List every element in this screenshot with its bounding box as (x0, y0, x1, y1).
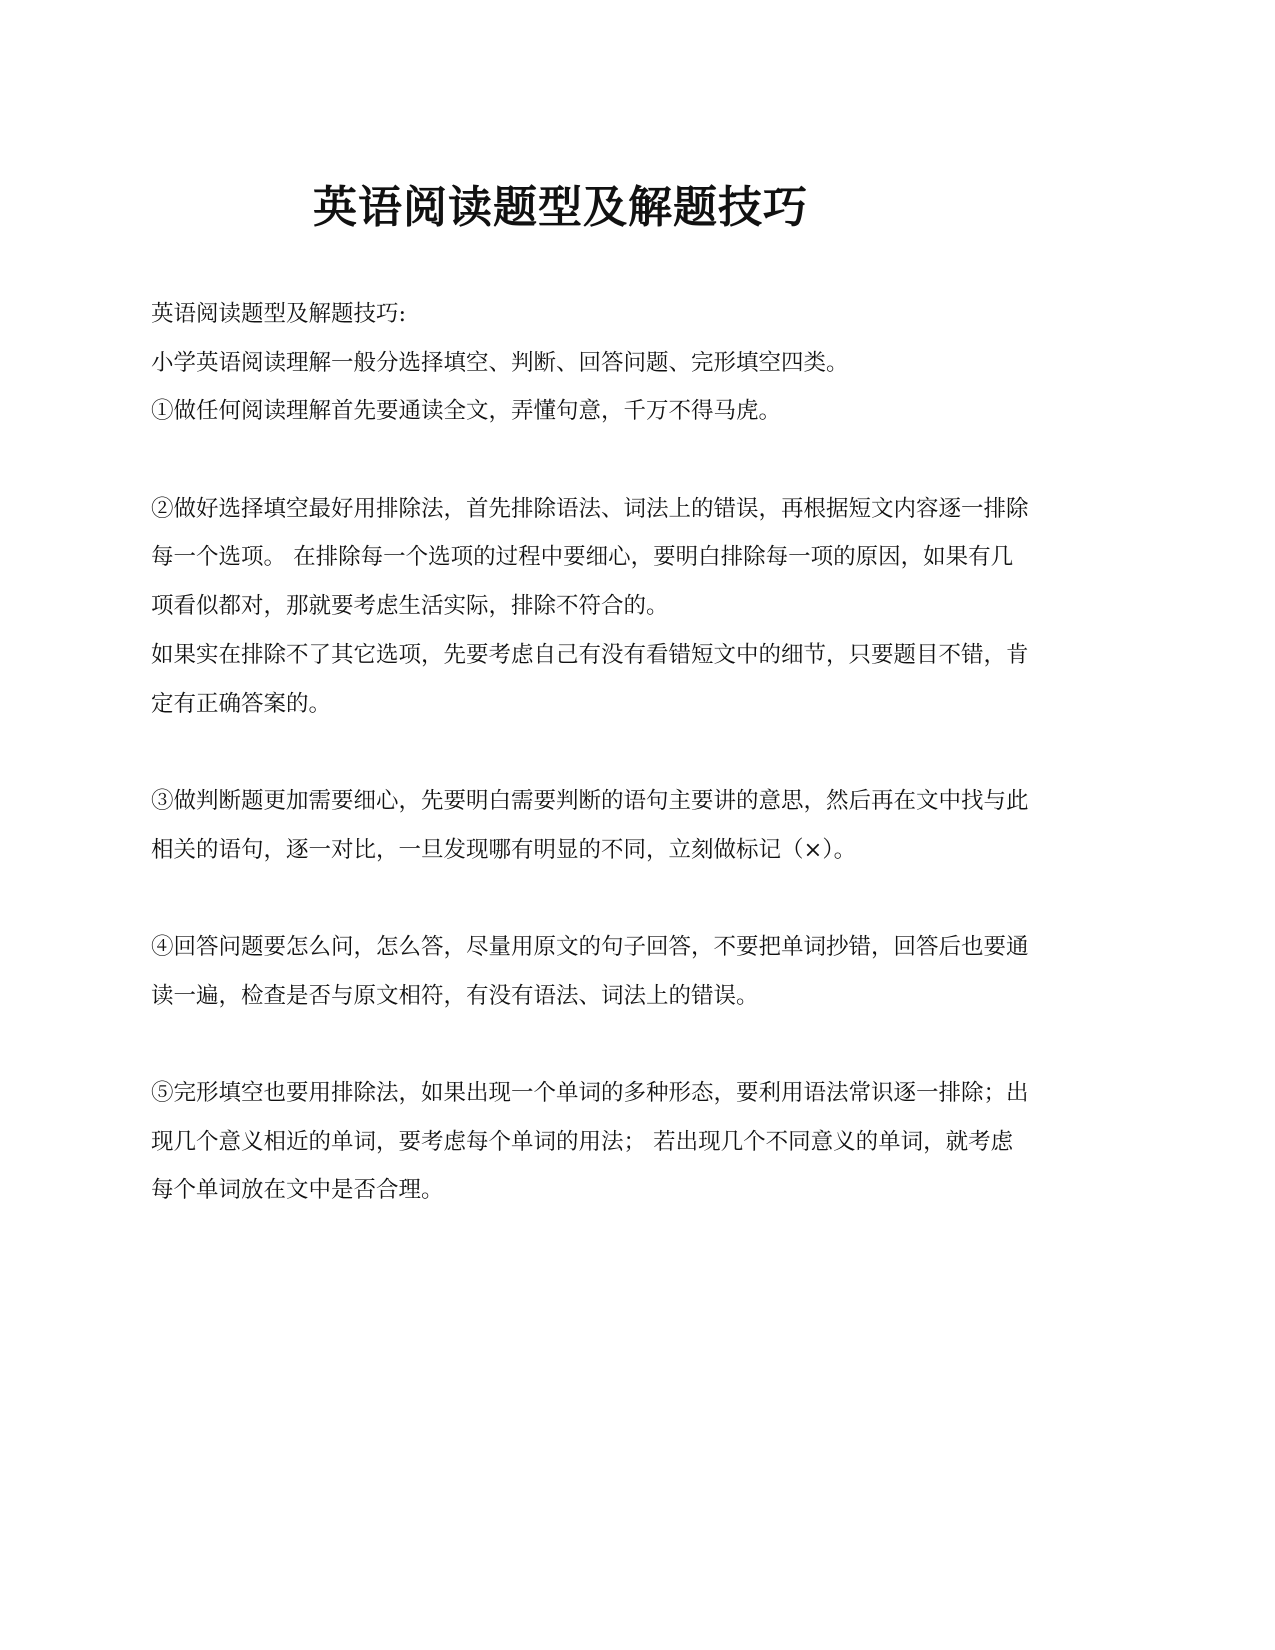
tip-3 (151, 777, 1131, 874)
tip-line: 每一个选项。 在排除每一个选项的过程中要细心，要明白排除每一项的原因，如果有几 (151, 544, 1014, 571)
tip-line: 如果实在排除不了其它选项，先要考虑自己有没有看错短文中的细节，只要题目不错，肯 (151, 641, 1029, 668)
tip-line: 项看似都对，那就要考虑生活实际，排除不符合的。 (151, 593, 669, 620)
tip-1 (151, 387, 1131, 436)
tip-line: ⑤完形填空也要用排除法，如果出现一个单词的多种形态，要利用语法常识逐一排除；出 (151, 1080, 1029, 1106)
tip-2 (151, 485, 1131, 728)
tip-line: 相关的语句，逐一对比，一旦发现哪有明显的不同，立刻做标记（×）。 (151, 836, 857, 863)
document-body (151, 290, 1131, 1215)
paragraph-gap (151, 436, 1131, 485)
intro-heading: 英语阅读题型及解题技巧: (151, 301, 407, 327)
tip-5 (151, 1069, 1131, 1215)
paragraph-gap (151, 728, 1131, 777)
tip-line: ②做好选择填空最好用排除法，首先排除语法、词法上的错误，再根据短文内容逐一排除 (151, 495, 1029, 522)
paragraph-gap (151, 1020, 1131, 1069)
tip-4 (151, 923, 1131, 1020)
tip-line: 定有正确答案的。 (151, 690, 332, 717)
tip-line: 每个单词放在文中是否合理。 (151, 1177, 444, 1204)
page-title: 英语阅读题型及解题技巧 (313, 182, 808, 233)
tip-line: ①做任何阅读理解首先要通读全文，弄懂句意，千万不得马虎。 (151, 398, 782, 425)
tip-line: 读一遍，检查是否与原文相符，有没有语法、词法上的错误。 (151, 982, 759, 1009)
tip-line: ③做判断题更加需要细心，先要明白需要判断的语句主要讲的意思，然后再在文中找与此 (151, 787, 1029, 814)
tip-line: 现几个意义相近的单词，要考虑每个单词的用法； 若出现几个不同意义的单词，就考虑 (151, 1128, 1014, 1155)
tip-line: ④回答问题要怎么问，怎么答，尽量用原文的句子回答，不要把单词抄错，回答后也要通 (151, 933, 1029, 960)
paragraph-gap (151, 874, 1131, 923)
intro-summary: 小学英语阅读理解一般分选择填空、判断、回答问题、完形填空四类。 (151, 349, 849, 376)
